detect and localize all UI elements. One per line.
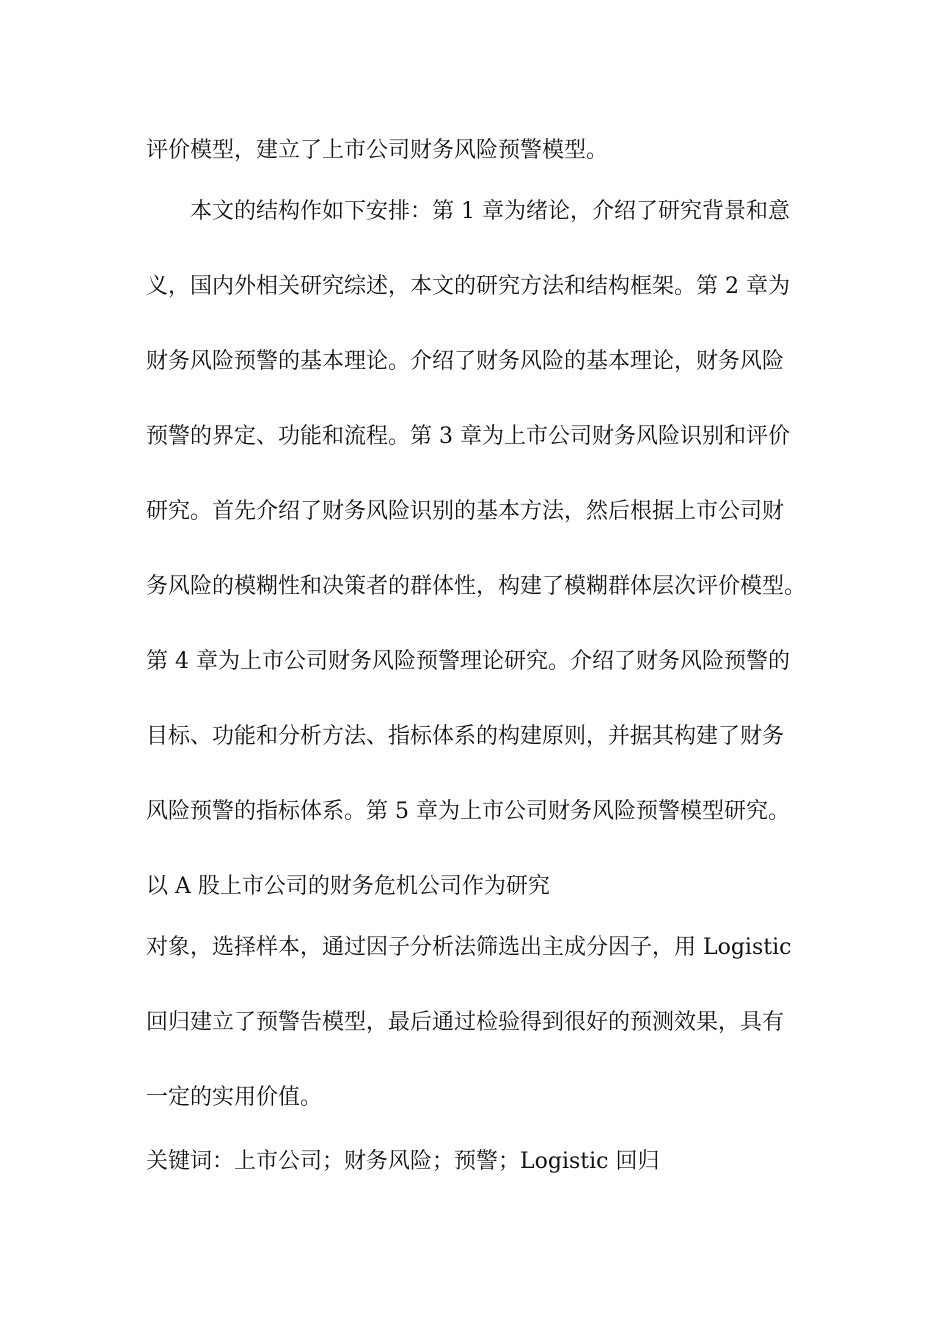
paragraph-line: 目标、功能和分析方法、指标体系的构建原则，并据其构建了财务 <box>146 724 785 749</box>
paragraph-line: 财务风险预警的基本理论。介绍了财务风险的基本理论，财务风险 <box>146 349 785 374</box>
paragraph-line: 风险预警的指标体系。第 5 章为上市公司财务风险预警模型研究。 <box>146 799 790 824</box>
paragraph-line: 义，国内外相关研究综述，本文的研究方法和结构框架。第 2 章为 <box>146 274 790 299</box>
paragraph-line: 预警的界定、功能和流程。第 3 章为上市公司财务风险识别和评价 <box>146 424 790 449</box>
paragraph-line: 第 4 章为上市公司财务风险预警理论研究。介绍了财务风险预警的 <box>146 649 790 674</box>
paragraph-line: 对象，选择样本，通过因子分析法筛选出主成分因子，用 Logistic <box>146 935 792 960</box>
paragraph-line: 一定的实用价值。 <box>146 1085 323 1110</box>
paragraph-line: 评价模型，建立了上市公司财务风险预警模型。 <box>146 138 609 163</box>
paragraph-line: 本文的结构作如下安排：第 1 章为绪论，介绍了研究背景和意 <box>190 199 790 224</box>
paragraph-line: 务风险的模糊性和决策者的群体性，构建了模糊群体层次评价模型。 <box>146 574 807 599</box>
paragraph-line: 回归建立了预警告模型，最后通过检验得到很好的预测效果，具有 <box>146 1010 785 1035</box>
keywords-line: 关键词：上市公司；财务风险；预警；Logistic 回归 <box>146 1149 660 1174</box>
paragraph-line: 研究。首先介绍了财务风险识别的基本方法，然后根据上市公司财 <box>146 499 785 524</box>
paragraph-line: 以 A 股上市公司的财务危机公司作为研究 <box>146 874 550 899</box>
